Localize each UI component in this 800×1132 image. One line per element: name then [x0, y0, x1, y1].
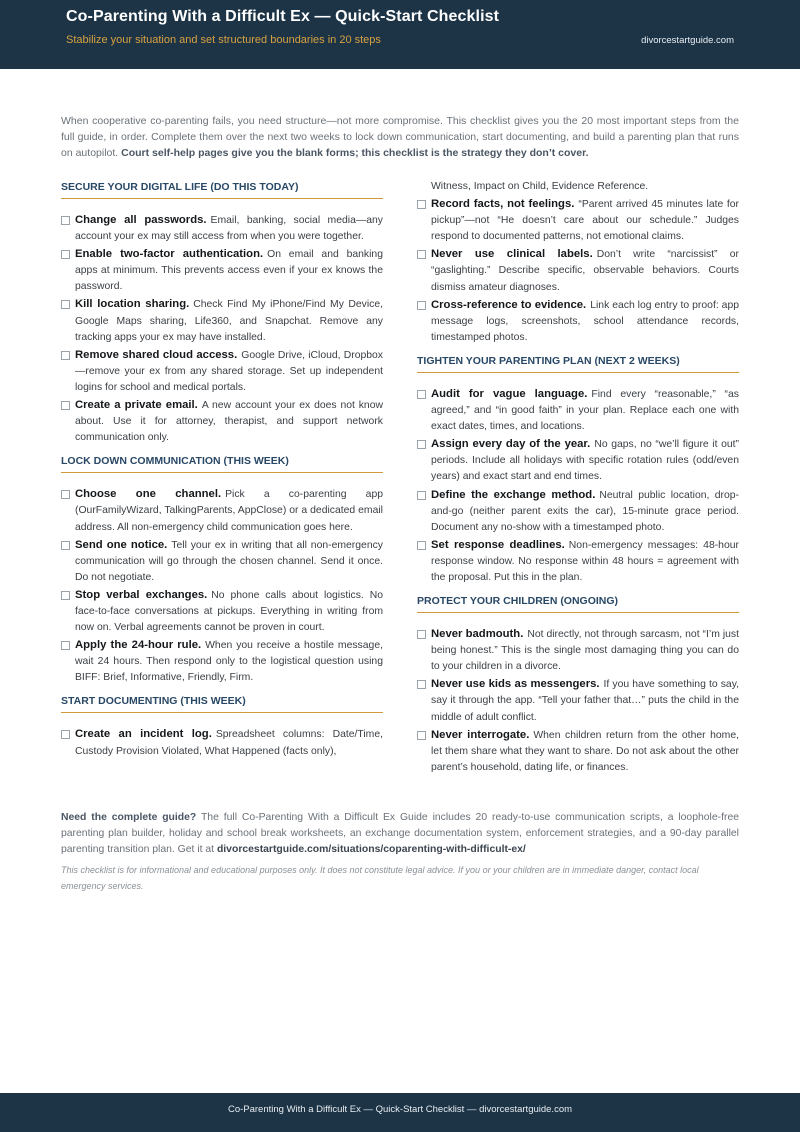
item-lead: Set response deadlines.: [431, 538, 565, 551]
item-text: No phone calls about logistics. No face-to-face conversations at pickups. Everything in writing from now on. Verbal agreements cannot be proven in court.: [75, 589, 383, 634]
intro-text: When cooperative co-parenting fails, you need structure—not more compromise. This checklist gives you the 20 most important steps from the full guide, in order. Complete them over the next two weeks to lock down communication, start documenting, and build a parenting plan that runs on autopilot.: [61, 115, 739, 159]
checklist-item[interactable]: [417, 436, 739, 485]
checkbox[interactable]: [417, 731, 426, 740]
site-link[interactable]: divorcestartguide.com: [641, 35, 734, 46]
item-lead: Never use clinical labels.: [431, 248, 593, 261]
item-text: A new account your ex does not know about. Use it for attorney, therapist, and support network communication only.: [75, 400, 383, 444]
item-text: Find every “reasonable,” “as agreed,” and “in good faith” in your plan. Replace each one with exact dates, times, and locations.: [431, 388, 739, 433]
intro-bold-text: Court self-help pages give you the blank forms; this checklist is the strategy they don’t cover.: [121, 147, 589, 159]
item-lead: Audit for vague language.: [431, 387, 588, 400]
checkbox[interactable]: [61, 490, 70, 499]
checklist-item[interactable]: [417, 537, 739, 586]
disclaimer: This checklist is for informational and educational purposes only. It does not constitute legal advice. If you or your children are in immediate danger, contact local emergency services.: [61, 865, 699, 891]
item-text: Non-emergency messages: 48-hour response window. No response within 48 hours = agreement with the proposal. Put this in the plan.: [431, 539, 739, 583]
right-column: [417, 179, 739, 777]
left-column: [61, 179, 383, 761]
checkbox[interactable]: [61, 216, 70, 225]
checkbox[interactable]: [417, 200, 426, 209]
checkbox[interactable]: [417, 630, 426, 639]
checklist-item[interactable]: [61, 486, 383, 535]
bottom-bar: [0, 1093, 800, 1132]
item-text: Pick a co-parenting app (OurFamilyWizard, TalkingParents, AppClose) or a dedicated email address. All non-emergency child communication goes here.: [75, 489, 383, 533]
checkbox[interactable]: [417, 250, 426, 259]
intro-paragraph: [61, 113, 739, 161]
promo-text: The full Co-Parenting With a Difficult Ex Guide includes 20 ready-to-use communication scripts, a loophole-free parenting plan builder, holiday and school break worksheets, an exchange documentation system, enforcement strategies, and a 90-day parallel parenting transition plan. Get it at: [61, 812, 739, 855]
checklist-item[interactable]: [417, 297, 739, 346]
checkbox[interactable]: [61, 351, 70, 360]
item-continuation: Witness, Impact on Child, Evidence Reference.: [431, 181, 649, 192]
checklist-item[interactable]: [61, 637, 383, 686]
checklist-item[interactable]: [417, 386, 739, 435]
page-title: Co-Parenting With a Difficult Ex — Quick-Start Checklist: [66, 8, 500, 25]
item-text: When children return from the other home, let them share what they want to share. Do not ask about the other parent’s household, dating life, or finances.: [431, 729, 739, 773]
item-lead: Apply the 24-hour rule.: [75, 639, 202, 652]
item-text: Check Find My iPhone/Find My Device, Google Maps sharing, Life360, and Snapchat. Remove any tracking apps your ex may have installed.: [75, 299, 383, 343]
item-text: On email and banking apps at minimum. This prevents access even if your ex knows the password.: [75, 249, 383, 293]
item-text: Tell your ex in writing that all non-emergency communication will go through the chosen channel. Send it once. Do not negotiate.: [75, 539, 383, 583]
section-title-communication: LOCK DOWN COMMUNICATION (THIS WEEK): [61, 453, 383, 473]
checklist-item[interactable]: [417, 676, 739, 725]
checkbox[interactable]: [61, 641, 70, 650]
section-title-documenting: START DOCUMENTING (THIS WEEK): [61, 693, 383, 713]
header-banner: [0, 0, 800, 69]
checklist-item[interactable]: [61, 347, 383, 396]
checklist-item[interactable]: [61, 587, 383, 636]
checklist-item[interactable]: [417, 727, 739, 776]
item-lead: Kill location sharing.: [75, 298, 190, 311]
item-text: When you receive a hostile message, wait 24 hours. Then respond only to the logistical question using BIFF: Brief, Informative, Friendly, Firm.: [75, 640, 383, 684]
item-lead: Send one notice.: [75, 538, 168, 551]
item-lead: Define the exchange method.: [431, 488, 596, 501]
item-text: Not directly, not through sarcasm, not “I’m just being honest.” This is the single most damaging thing you can do to your children in a divorce.: [431, 629, 739, 673]
item-lead: Choose one channel.: [75, 488, 222, 501]
checklist-item[interactable]: [417, 246, 739, 295]
checklist-item[interactable]: [61, 212, 383, 245]
item-text: Google Drive, iCloud, Dropbox—remove your ex from any shared storage. Set up independent logins for school and medical portals.: [75, 349, 384, 393]
item-text: Email, banking, social media—any account your ex may still access from when you were together.: [75, 215, 384, 243]
item-lead: Never badmouth.: [431, 628, 524, 641]
item-text: Link each log entry to proof: app message logs, screenshots, school attendance records, timestamped photos.: [431, 299, 739, 343]
section-title-plan: TIGHTEN YOUR PARENTING PLAN (NEXT 2 WEEKS): [417, 353, 739, 373]
checkbox[interactable]: [417, 541, 426, 550]
checkbox[interactable]: [417, 491, 426, 500]
checklist-item[interactable]: [417, 487, 739, 536]
bottom-bar-text: Co-Parenting With a Difficult Ex — Quick-Start Checklist — divorcestartguide.com: [227, 1104, 573, 1115]
item-lead: Cross-reference to evidence.: [431, 298, 587, 311]
checklist-item[interactable]: [417, 196, 739, 245]
item-lead: Remove shared cloud access.: [75, 348, 238, 361]
promo-question: Need the complete guide?: [61, 812, 197, 823]
item-lead: Record facts, not feelings.: [431, 198, 575, 211]
item-lead: Enable two-factor authentication.: [75, 248, 264, 261]
checkbox[interactable]: [61, 250, 70, 259]
item-text: “Parent arrived 45 minutes late for pickup”—not “He doesn’t care about our schedule.” Judges respond to documented patterns, not emotional claims.: [431, 199, 739, 243]
checkbox[interactable]: [417, 301, 426, 310]
checkbox[interactable]: [417, 680, 426, 689]
guide-link[interactable]: divorcestartguide.com/situations/coparenting-with-difficult-ex/: [216, 844, 526, 855]
section-title-digital: SECURE YOUR DIGITAL LIFE (DO THIS TODAY): [61, 179, 383, 199]
item-lead: Stop verbal exchanges.: [75, 588, 208, 601]
item-text: No gaps, no “we’ll figure it out” periods. Include all holidays with specific rotation rules (odd/even years) and exact start and end times.: [431, 439, 739, 483]
checklist-item[interactable]: [61, 397, 383, 446]
checklist-item[interactable]: [61, 726, 383, 759]
checklist-item[interactable]: [61, 537, 383, 586]
checklist-item[interactable]: [61, 246, 383, 295]
item-text: Spreadsheet columns: Date/Time, Custody Provision Violated, What Happened (facts only),: [75, 729, 384, 757]
checkbox[interactable]: [61, 401, 70, 410]
item-text: Neutral public location, drop-and-go (neither parent exits the car), 15-minute grace period. Document any no-show with a timestamped photo.: [431, 489, 740, 533]
guide-promo: [61, 810, 739, 858]
item-lead: Never interrogate.: [431, 728, 530, 741]
checkbox[interactable]: [417, 390, 426, 399]
checkbox[interactable]: [61, 300, 70, 309]
checkbox[interactable]: [61, 541, 70, 550]
checklist-item[interactable]: [417, 626, 739, 675]
item-lead: Never use kids as messengers.: [431, 678, 600, 691]
checkbox[interactable]: [417, 440, 426, 449]
item-text: If you have something to say, say it through the app. “Tell your father that…” puts the child in the middle of adult conflict.: [431, 679, 740, 723]
checklist-item[interactable]: [61, 296, 383, 345]
item-lead: Create an incident log.: [75, 728, 212, 741]
checkbox[interactable]: [61, 730, 70, 739]
item-lead: Change all passwords.: [75, 214, 207, 226]
item-lead: Assign every day of the year.: [431, 438, 591, 451]
section-title-children: PROTECT YOUR CHILDREN (ONGOING): [417, 593, 739, 613]
page-subtitle: Stabilize your situation and set structured boundaries in 20 steps: [66, 34, 381, 46]
checkbox[interactable]: [61, 591, 70, 600]
item-text: Don’t write “narcissist” or “gaslighting.” Describe specific, observable behaviors. Courts dismiss amateur diagnoses.: [431, 249, 739, 293]
item-lead: Create a private email.: [75, 399, 198, 412]
